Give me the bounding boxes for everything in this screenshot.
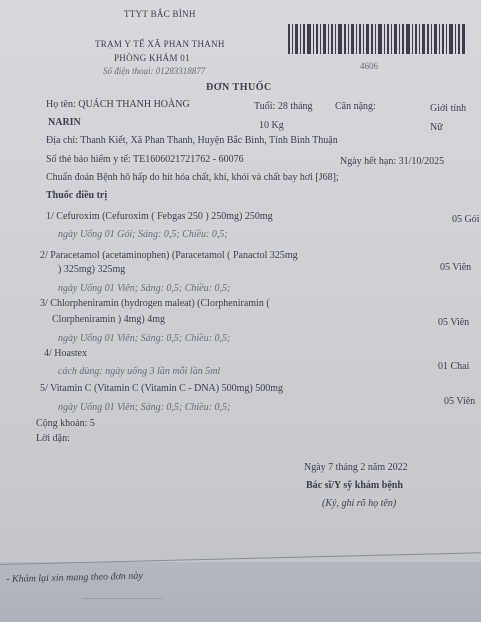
total-items: Cộng khoản: 5 (36, 418, 95, 429)
medicine-1-name: 1/ Cefuroxim (Cefuroxim ( Febgas 250 ) 250mg) 250mg (46, 211, 273, 222)
medicine-3-name: 3/ Chlorpheniramin (hydrogen maleat) (Clorpheniramin ( (40, 298, 270, 309)
page-fold (0, 562, 481, 622)
weight-label: Cân nặng: (335, 101, 376, 112)
medicine-3-usage: ngày Uống 01 Viên; Sáng: 0,5; Chiều: 0,5; (58, 333, 231, 344)
footer-note: - Khám lại xin mang theo đơn này (6, 570, 143, 585)
phone-number: Số điện thoại: 01283318877 (103, 66, 206, 76)
patient-name-cont: NARIN (48, 117, 81, 128)
doctor-role: Bác sĩ/Y sỹ khám bệnh (306, 480, 403, 491)
medicine-5-name: 5/ Vitamin C (Vitamin C (Vitamin C - DNA) 500mg) 500mg (40, 383, 283, 394)
record-code: 4606 (360, 61, 378, 71)
medicine-4-name: 4/ Hoastex (44, 348, 88, 359)
advice-label: Lời dặn: (36, 433, 70, 444)
medicine-2-name-cont: ) 325mg) 325mg (58, 264, 126, 275)
medicine-1-qty: 05 Gói (452, 214, 480, 225)
medicine-3-name-cont: Clorpheniramin ) 4mg) 4mg (52, 314, 166, 325)
patient-name: Họ tên: QUÁCH THANH HOÀNG (46, 99, 190, 110)
insurance-expiry: Ngày hết hạn: 31/10/2025 (340, 156, 445, 167)
medicine-5-usage: ngày Uống 01 Viên; Sáng: 0,5; Chiều: 0,5; (58, 402, 231, 413)
org-line-3: PHÒNG KHÁM 01 (114, 53, 190, 63)
prescription-date: Ngày 7 tháng 2 năm 2022 (304, 462, 408, 473)
org-line-2: TRẠM Y TẾ XÃ PHAN THANH (95, 39, 225, 49)
footer-faint-line (82, 598, 162, 599)
gender-label: Giới tính (430, 103, 467, 114)
medicine-2-usage: ngày Uống 01 Viên; Sáng: 0,5; Chiều: 0,5; (58, 283, 231, 294)
medicine-heading: Thuốc điều trị (46, 190, 108, 201)
medicine-2-qty: 05 Viên (440, 262, 472, 273)
insurance-number: Số thẻ bảo hiểm y tế: TE1606021721762 - 60076 (46, 154, 244, 165)
document-title: ĐƠN THUỐC (206, 82, 272, 93)
medicine-3-qty: 05 Viên (438, 317, 470, 328)
patient-address: Địa chỉ: Thanh Kiết, Xã Phan Thanh, Huyện Bắc Bình, Tỉnh Bình Thuận (46, 135, 338, 146)
medicine-1-usage: ngày Uống 01 Gói; Sáng: 0,5; Chiều: 0,5; (58, 229, 228, 240)
signature-note: (Ký, ghi rõ họ tên) (322, 498, 397, 509)
medicine-4-usage: cách dùng: ngày uống 3 lần mỗi lần 5ml (58, 366, 221, 377)
barcode (288, 24, 466, 54)
patient-weight: 10 Kg (259, 120, 284, 131)
patient-gender: Nữ (430, 122, 443, 133)
org-line-1: TTYT BẮC BÌNH (124, 9, 196, 19)
medicine-4-qty: 01 Chai (438, 361, 470, 372)
diagnosis: Chuẩn đoán Bệnh hô hấp do hít hóa chất, khí, khói và chất bay hơi [J68]; (46, 172, 339, 183)
medicine-2-name: 2/ Paracetamol (acetaminophen) (Paracetamol ( Panactol 325mg (40, 250, 298, 261)
patient-age: Tuổi: 28 tháng (254, 101, 313, 112)
medicine-5-qty: 05 Viên (444, 396, 476, 407)
